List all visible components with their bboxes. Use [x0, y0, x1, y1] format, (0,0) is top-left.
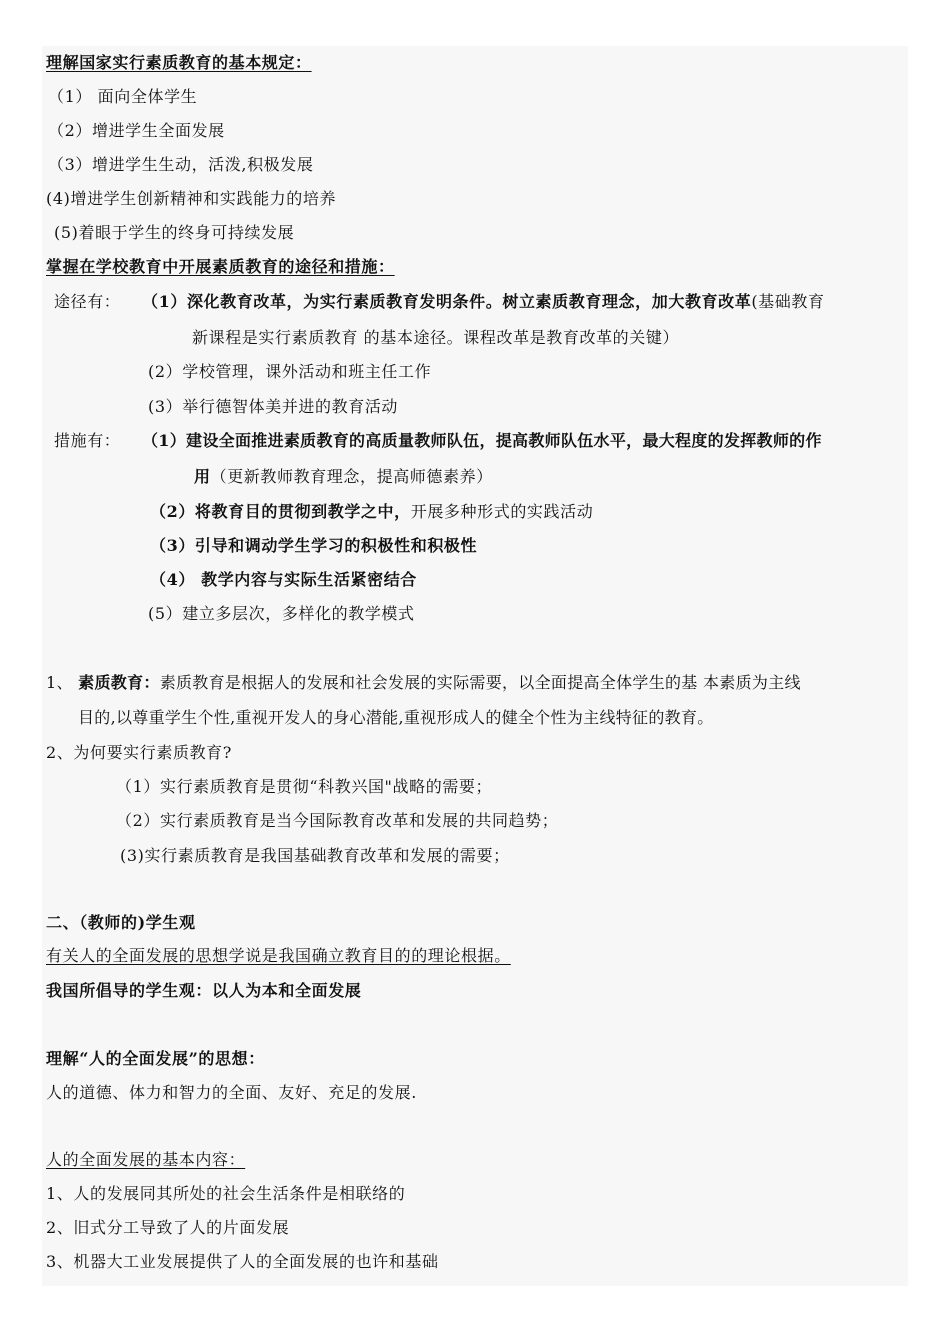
reason-item: （2）实行素质教育是当今国际教育改革和发展的共同趋势； [116, 811, 559, 830]
list-item: 1、人的发展同其所处的社会生活条件是相联络的 [46, 1184, 406, 1203]
list-item: （1） 面向全体学生 [48, 87, 198, 106]
ways-label: 途径有： [54, 292, 121, 311]
way2: (2）学校管理，课外活动和班主任工作 [148, 362, 432, 381]
section2-heading: 掌握在学校教育中开展素质教育的途径和措施： [46, 257, 395, 276]
reason-item: (3)实行素质教育是我国基础教育改革和发展的需要； [120, 846, 510, 865]
q1-cont: 目的,以尊重学生个性,重视开发人的身心潜能,重视形成人的健全个性为主线特征的教育。 [78, 708, 714, 727]
q1-term: 素质教育： [78, 673, 160, 692]
measure2 [150, 501, 593, 523]
measure1-line [142, 430, 822, 452]
measure3: （3）引导和调动学生学习的积极性和积极性 [150, 536, 478, 555]
way1-line [142, 291, 825, 313]
measure4: （4） 教学内容与实际生活紧密结合 [150, 570, 417, 589]
way1-bold: 深化教育改革，为实行素质教育发明条件。树立素质教育理念，加大教育改革 [186, 292, 752, 311]
measure1-cont [194, 466, 493, 488]
idea-heading: 理解“人的全面发展”的思想： [46, 1049, 265, 1068]
list-item: (5)着眼于学生的终身可持续发展 [54, 223, 295, 242]
m1-cont-rest: （更新教师教育理念，提高师德素养） [210, 467, 493, 486]
reason-item: （1）实行素质教育是贯彻“科教兴国"战略的需要； [116, 777, 493, 796]
theory-basis: 有关人的全面发展的思想学说是我国确立教育目的的理论根据。 [46, 946, 511, 965]
q1-line [46, 672, 801, 694]
measures-label: 措施有： [54, 431, 121, 450]
measure5: (5）建立多层次，多样化的教学模式 [148, 604, 415, 623]
list-item: （3）增进学生生动，活泼,积极发展 [48, 155, 314, 174]
q2: 2、为何要实行素质教育? [46, 743, 232, 762]
content-heading: 人的全面发展的基本内容： [46, 1150, 246, 1169]
q1-num: 1、 [46, 673, 73, 692]
list-item: 3、机器大工业发展提供了人的全面发展的也许和基础 [46, 1252, 439, 1271]
section4-heading: 二、（教师的)学生观 [46, 913, 196, 932]
section1-heading: 理解国家实行素质教育的基本规定： [46, 53, 312, 72]
way3: (3）举行德智体美并进的教育活动 [148, 397, 399, 416]
m2-rest: 开展多种形式的实践活动 [410, 502, 594, 521]
way1-num: （1） [142, 292, 187, 311]
list-item: (4)增进学生创新精神和实践能力的培养 [46, 189, 337, 208]
m2-bold: （2）将教育目的贯彻到教学之中， [150, 502, 411, 521]
list-item: （2）增进学生全面发展 [48, 121, 225, 140]
q1-text: 素质教育是根据人的发展和社会发展的实际需要，以全面提高全体学生的基 本素质为主线 [159, 673, 801, 692]
idea-text: 人的道德、体力和智力的全面、友好、充足的发展. [46, 1083, 417, 1102]
list-item: 2、旧式分工导致了人的片面发展 [46, 1218, 290, 1237]
way1-rest: (基础教育 [751, 292, 825, 311]
m1-bold: 建设全面推进素质教育的高质量教师队伍，提高教师队伍水平，最大程度的发挥教师的作 [186, 431, 822, 450]
m1-num: （1） [142, 431, 187, 450]
m1-cont-bold: 用 [194, 467, 211, 486]
student-view: 我国所倡导的学生观：以人为本和全面发展 [46, 981, 362, 1000]
way1-cont: 新课程是实行素质教育 的基本途径。课程改革是教育改革的关键） [192, 328, 680, 347]
